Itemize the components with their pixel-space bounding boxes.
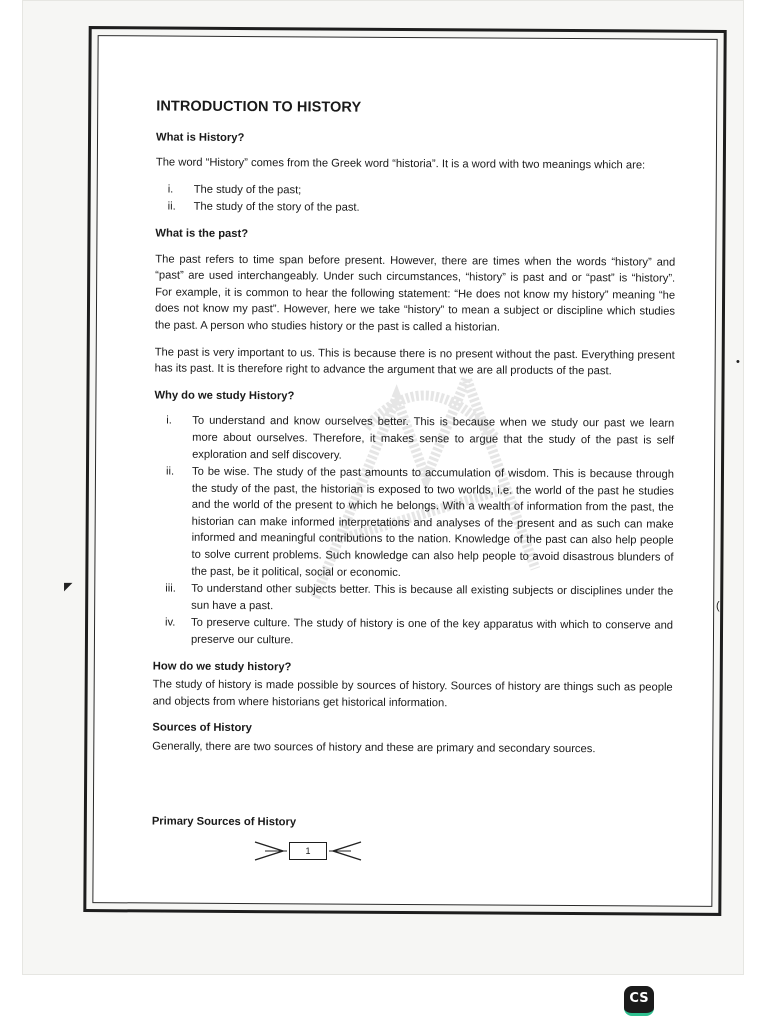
page-title: INTRODUCTION TO HISTORY (156, 98, 362, 116)
list-text: To preserve culture. The study of history is one of the key apparatus with which to conserve and preserve our culture. (190, 617, 674, 647)
list-text: The study of the past; (193, 183, 302, 197)
list-item (153, 581, 673, 617)
paragraph-past-importance: The past is very important to us. This is because there is no present without the past. Everything present has its past. It is therefore right to advance the argument that we are all products of the past. (154, 346, 675, 378)
paragraph-sources: Generally, there are two sources of history and these are primary and secondary sources. (152, 740, 596, 756)
heading-how-study: How do we study history? (152, 660, 292, 673)
heading-what-is-past: What is the past? (155, 227, 249, 241)
list-text: To understand and know ourselves better. This is because when we study our past we learn more about ourselves. Therefore, it makes sense to argue that the study of the past is self exploration and self discovery. (192, 415, 675, 462)
list-number: iii. (165, 582, 176, 595)
heading-primary-sources: Primary Sources of History (151, 815, 297, 828)
list-number: i. (167, 183, 174, 196)
meanings-list (156, 181, 676, 218)
page-border (83, 26, 726, 916)
stray-mark: ( (716, 600, 720, 612)
list-text: To be wise. The study of the past amounts to accumulation of wisdom. This is because through the study of the past, the historian is exposed to two worlds, i.e. the world of the past he studies and the world of the present to which he belongs. With a wealth of information from the past, the historian can make informed interpretations and analyses of the present and as such can make informed and meaningful contributions to the nation. Knowledge of the past can also help people to solve current problems. Such knowledge can also help people to avoid disastrous blunders of the past, be it political, social or economic. (191, 465, 675, 579)
heading-what-is-history: What is History? (155, 131, 245, 144)
list-number: iv. (165, 616, 176, 630)
heading-why-study: Why do we study History? (154, 389, 295, 403)
reasons-list (153, 413, 674, 651)
stray-mark: • (736, 356, 740, 368)
list-item (156, 199, 676, 219)
list-number: ii. (165, 465, 175, 478)
list-number: i. (166, 414, 172, 427)
heading-sources: Sources of History (152, 721, 252, 735)
list-item (153, 615, 673, 651)
stray-mark: ◤ (64, 581, 73, 593)
paragraph-how-study: The study of history is made possible by sources of history. Sources of history are things such as people and objects from where historians get historical information. (152, 678, 673, 710)
list-item (153, 464, 674, 583)
paragraph-past-definition: The past refers to time span before present. However, there are times when the words “history” and “past” are used interchangeably. Under such circumstances, “history” is past and or “past” is “history”. For example, it is common to hear the following statement: “He does not know my history” meaning “he does not know my past”. However, here we take “history” to mean a subject or discipline which studies the past. A person who studies history or the past is called a historian. (154, 253, 676, 334)
camscanner-logo: CS (624, 986, 654, 1016)
list-text: To understand other subjects better. This is because all existing subjects or disciplines under the sun have a past. (191, 582, 674, 613)
list-number: ii. (167, 200, 176, 213)
document-body (152, 98, 677, 841)
list-text: The study of the story of the past. (193, 201, 360, 215)
list-item (154, 413, 674, 466)
page-number: 1 (289, 842, 327, 860)
paragraph-history-definition: The word “History” comes from the Greek word “historia”. It is a word with two meanings which are: (155, 156, 646, 172)
list-item (156, 181, 676, 201)
page-inner-border (92, 35, 717, 907)
page-number-ornament (253, 838, 363, 864)
